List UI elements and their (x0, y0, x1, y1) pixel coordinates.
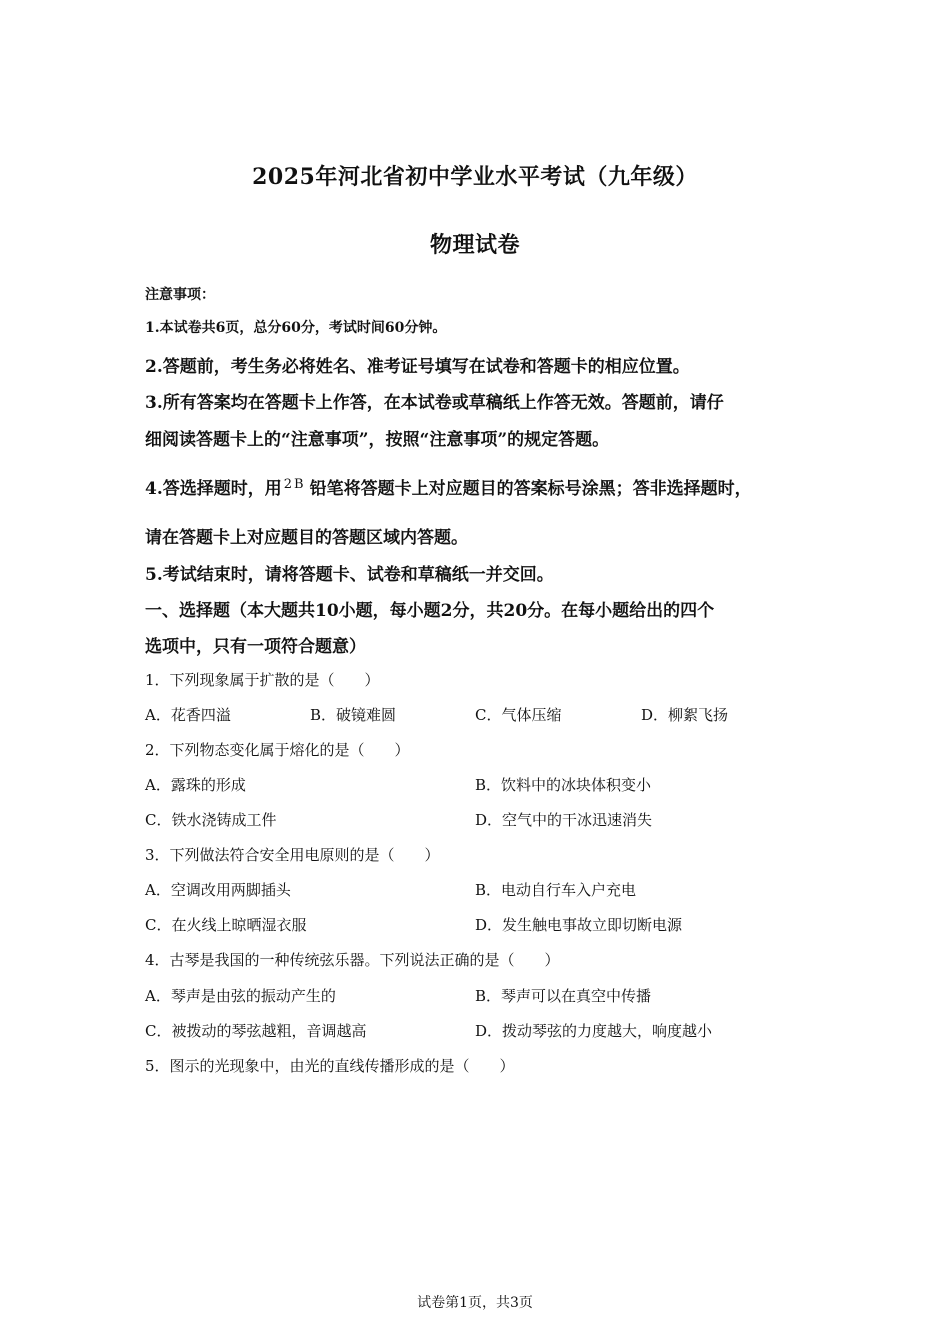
pencil-grade: 2B (283, 477, 306, 492)
question-4-stem: 4．古琴是我国的一种传统弦乐器。下列说法正确的是（ ） (145, 951, 560, 969)
question-1-stem: 1．下列现象属于扩散的是（ ） (145, 671, 380, 689)
page-footer: 试卷第1页，共3页 (417, 1295, 533, 1311)
notice-item-4-suffix: 铅笔将答题卡上对应题目的答案标号涂黑；答非选择题时， (309, 479, 752, 499)
question-4-option-b: B．琴声可以在真空中传播 (475, 987, 652, 1005)
question-1-option-b: B．破镜难圆 (310, 706, 397, 724)
question-3-option-d: D．发生触电事故立即切断电源 (475, 916, 683, 934)
notice-heading: 注意事项： (145, 287, 215, 303)
question-1-option-d: D．柳絮飞扬 (641, 706, 729, 724)
section-1-heading-line-1: 一、选择题（本大题共10小题，每小题2分，共20分。在每小题给出的四个 (145, 601, 715, 621)
question-3-option-c: C．在火线上晾晒湿衣服 (145, 916, 307, 934)
question-2-option-a: A．露珠的形成 (145, 776, 246, 794)
question-4-option-d: D．拨动琴弦的力度越大，响度越小 (475, 1022, 713, 1040)
notice-item-3-line-1: 3.所有答案均在答题卡上作答，在本试卷或草稿纸上作答无效。答题前，请仔 (145, 393, 724, 413)
question-2-option-d: D．空气中的干冰迅速消失 (475, 811, 653, 829)
question-5-stem: 5．图示的光现象中，由光的直线传播形成的是（ ） (145, 1057, 515, 1075)
notice-item-1: 1.本试卷共6页，总分60分，考试时间60分钟。 (145, 320, 447, 336)
question-1-option-a: A．花香四溢 (145, 706, 231, 724)
question-4-option-a: A．琴声是由弦的振动产生的 (145, 987, 336, 1005)
question-3-option-b: B．电动自行车入户充电 (475, 881, 637, 899)
question-2-option-c: C．铁水浇铸成工件 (145, 811, 277, 829)
notice-item-4-line-2: 请在答题卡上对应题目的答题区域内答题。 (145, 528, 468, 548)
question-2-option-b: B．饮料中的冰块体积变小 (475, 776, 652, 794)
notice-item-2: 2.答题前，考生务必将姓名、准考证号填写在试卷和答题卡的相应位置。 (145, 357, 690, 377)
exam-title: 2025年河北省初中学业水平考试（九年级） (252, 164, 698, 190)
exam-subject-title: 物理试卷 (429, 232, 520, 258)
notice-item-5: 5.考试结束时，请将答题卡、试卷和草稿纸一并交回。 (145, 565, 554, 585)
question-2-stem: 2．下列物态变化属于熔化的是（ ） (145, 741, 410, 759)
notice-item-3-line-2: 细阅读答题卡上的“注意事项”，按照“注意事项”的规定答题。 (145, 430, 610, 450)
notice-item-4-prefix: 4.答选择题时，用 (145, 479, 282, 499)
question-3-option-a: A．空调改用两脚插头 (145, 881, 291, 899)
question-1-option-c: C．气体压缩 (475, 706, 562, 724)
question-4-option-c: C．被拨动的琴弦越粗，音调越高 (145, 1022, 367, 1040)
section-1-heading-line-2: 选项中，只有一项符合题意） (145, 637, 366, 657)
question-3-stem: 3．下列做法符合安全用电原则的是（ ） (145, 846, 440, 864)
notice-item-4-line-1 (145, 474, 752, 499)
